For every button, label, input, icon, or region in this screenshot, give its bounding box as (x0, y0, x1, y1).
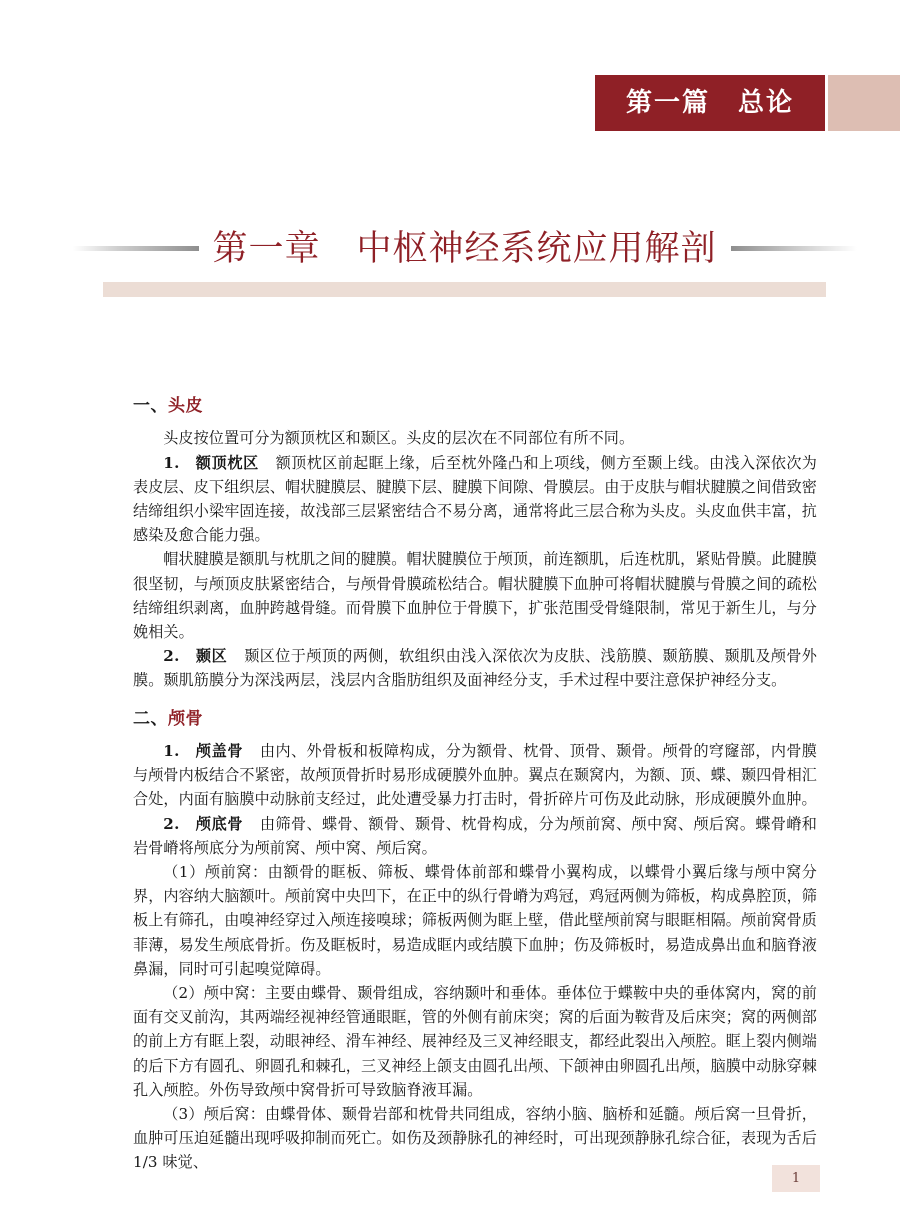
article-body (133, 396, 817, 1175)
chapter-rule-right (731, 246, 857, 251)
paragraph-middle-cranial-fossa: （2）颅中窝：主要由蝶骨、颞骨组成，容纳颞叶和垂体。垂体位于蝶鞍中央的垂体窝内，窝的前面有交叉前沟，其两端经视神经管通眼眶，管的外侧有前床突；窝的后面为鞍背及后床突；窝的两侧部的前上方有眶上裂，动眼神经、滑车神经、展神经及三叉神经眼支，都经此裂出入颅腔。眶上裂内侧端的后下方有圆孔、卵圆孔和棘孔，三叉神经上颌支由圆孔出颅、下颌神由卵圆孔出颅，脑膜中动脉穿棘孔入颅腔。外伤导致颅中窝骨折可导致脑脊液耳漏。 (133, 984, 817, 1099)
section-title: 颅骨 (168, 708, 203, 729)
paragraph-label-skull-base: 2. 颅底骨 (163, 814, 244, 833)
paragraph-calvaria (133, 739, 817, 812)
paragraph-temporal-region (133, 644, 817, 692)
paragraph-scalp-intro: 头皮按位置可分为额顶枕区和颞区。头皮的层次在不同部位有所不同。 (163, 429, 635, 448)
chapter-title-row (103, 222, 826, 274)
page-title: 第一章 中枢神经系统应用解剖 (212, 228, 717, 268)
part-banner-area (0, 75, 900, 131)
section-title: 头皮 (168, 396, 203, 416)
paragraph-galea: 帽状腱膜是额肌与枕肌之间的腱膜。帽状腱膜位于颅顶，前连额肌，后连枕肌，紧贴骨膜。此腱膜很坚韧，与颅顶皮肤紧密结合，与颅骨骨膜疏松结合。帽状腱膜下血肿可将帽状腱膜与骨膜之间的疏松结缔组织剥离，血肿跨越骨缝。而骨膜下血肿位于骨膜下，扩张范围受骨缝限制，常见于新生儿，与分娩相关。 (133, 550, 817, 642)
page-number-badge (772, 1165, 820, 1192)
paragraph-label-calvaria: 1. 颅盖骨 (163, 742, 244, 761)
page-number-label: 1 (791, 1171, 801, 1186)
paragraph-text-skull-base: 由筛骨、蝶骨、额骨、颞骨、枕骨构成，分为颅前窝、颅中窝、颅后窝。蝶骨嵴和岩骨嵴将颅底分为颅前窝、颅中窝、颅后窝。 (133, 814, 817, 857)
paragraph-label-temporal-region: 2. 颞区 (163, 647, 228, 666)
paragraph-label-frontoparietal-occipital: 1. 额顶枕区 (163, 453, 259, 472)
chapter-underbar (103, 282, 826, 297)
part-banner-accent-block (828, 75, 900, 131)
paragraph-text-frontoparietal-occipital: 额顶枕区前起眶上缘，后至枕外隆凸和上项线，侧方至颞上线。由浅入深依次为表皮层、皮下组织层、帽状腱膜层、腱膜下层、腱膜下间隙、骨膜层。由于皮肤与帽状腱膜之间借致密结缔组织小梁牢固连接，故浅部三层紧密结合不易分离，通常将此三层合称为头皮。头皮血供丰富，抗感染及愈合能力强。 (133, 453, 817, 545)
section-number: 一、 (133, 396, 168, 416)
part-banner-label: 第一篇 总论 (625, 88, 794, 118)
section-heading-skull (133, 709, 817, 729)
paragraph-frontoparietal-occipital (133, 451, 817, 548)
section-number: 二、 (133, 708, 168, 729)
paragraph-posterior-cranial-fossa: （3）颅后窝：由蝶骨体、颞骨岩部和枕骨共同组成，容纳小脑、脑桥和延髓。颅后窝一旦骨折，血肿可压迫延髓出现呼吸抑制而死亡。如伤及颈静脉孔的神经时，可出现颈静脉孔综合征，表现为舌后 1/3 味觉、 (133, 1105, 817, 1172)
chapter-title-block (0, 222, 900, 302)
paragraph-skull-base (133, 812, 817, 860)
part-banner (595, 75, 825, 131)
chapter-rule-left (73, 246, 199, 251)
paragraph-text-temporal-region: 颞区位于颅顶的两侧，软组织由浅入深依次为皮肤、浅筋膜、颞筋膜、颞肌及颅骨外膜。颞肌筋膜分为深浅两层，浅层内含脂肪组织及面神经分支，手术过程中要注意保护神经分支。 (133, 647, 818, 690)
paragraph-text-calvaria: 由内、外骨板和板障构成，分为额骨、枕骨、顶骨、颞骨。颅骨的穹窿部，内骨膜与颅骨内板结合不紧密，故颅顶骨折时易形成硬膜外血肿。翼点在颞窝内，为额、顶、蝶、颞四骨相汇合处，内面有脑膜中动脉前支经过，此处遭受暴力打击时，骨折碎片可伤及此动脉，形成硬膜外血肿。 (133, 742, 817, 809)
section-heading-scalp (133, 396, 817, 416)
paragraph-anterior-cranial-fossa: （1）颅前窝：由额骨的眶板、筛板、蝶骨体前部和蝶骨小翼构成，以蝶骨小翼后缘与颅中窝分界，内容纳大脑额叶。颅前窝中央凹下，在正中的纵行骨嵴为鸡冠，鸡冠两侧为筛板，构成鼻腔顶，筛板上有筛孔，由嗅神经穿过入颅连接嗅球；筛板两侧为眶上壁，借此壁颅前窝与眼眶相隔。颅前窝骨质菲薄，易发生颅底骨折。伤及眶板时，易造成眶内或结膜下血肿；伤及筛板时，易造成鼻出血和脑脊液鼻漏，同时可引起嗅觉障碍。 (133, 863, 817, 978)
